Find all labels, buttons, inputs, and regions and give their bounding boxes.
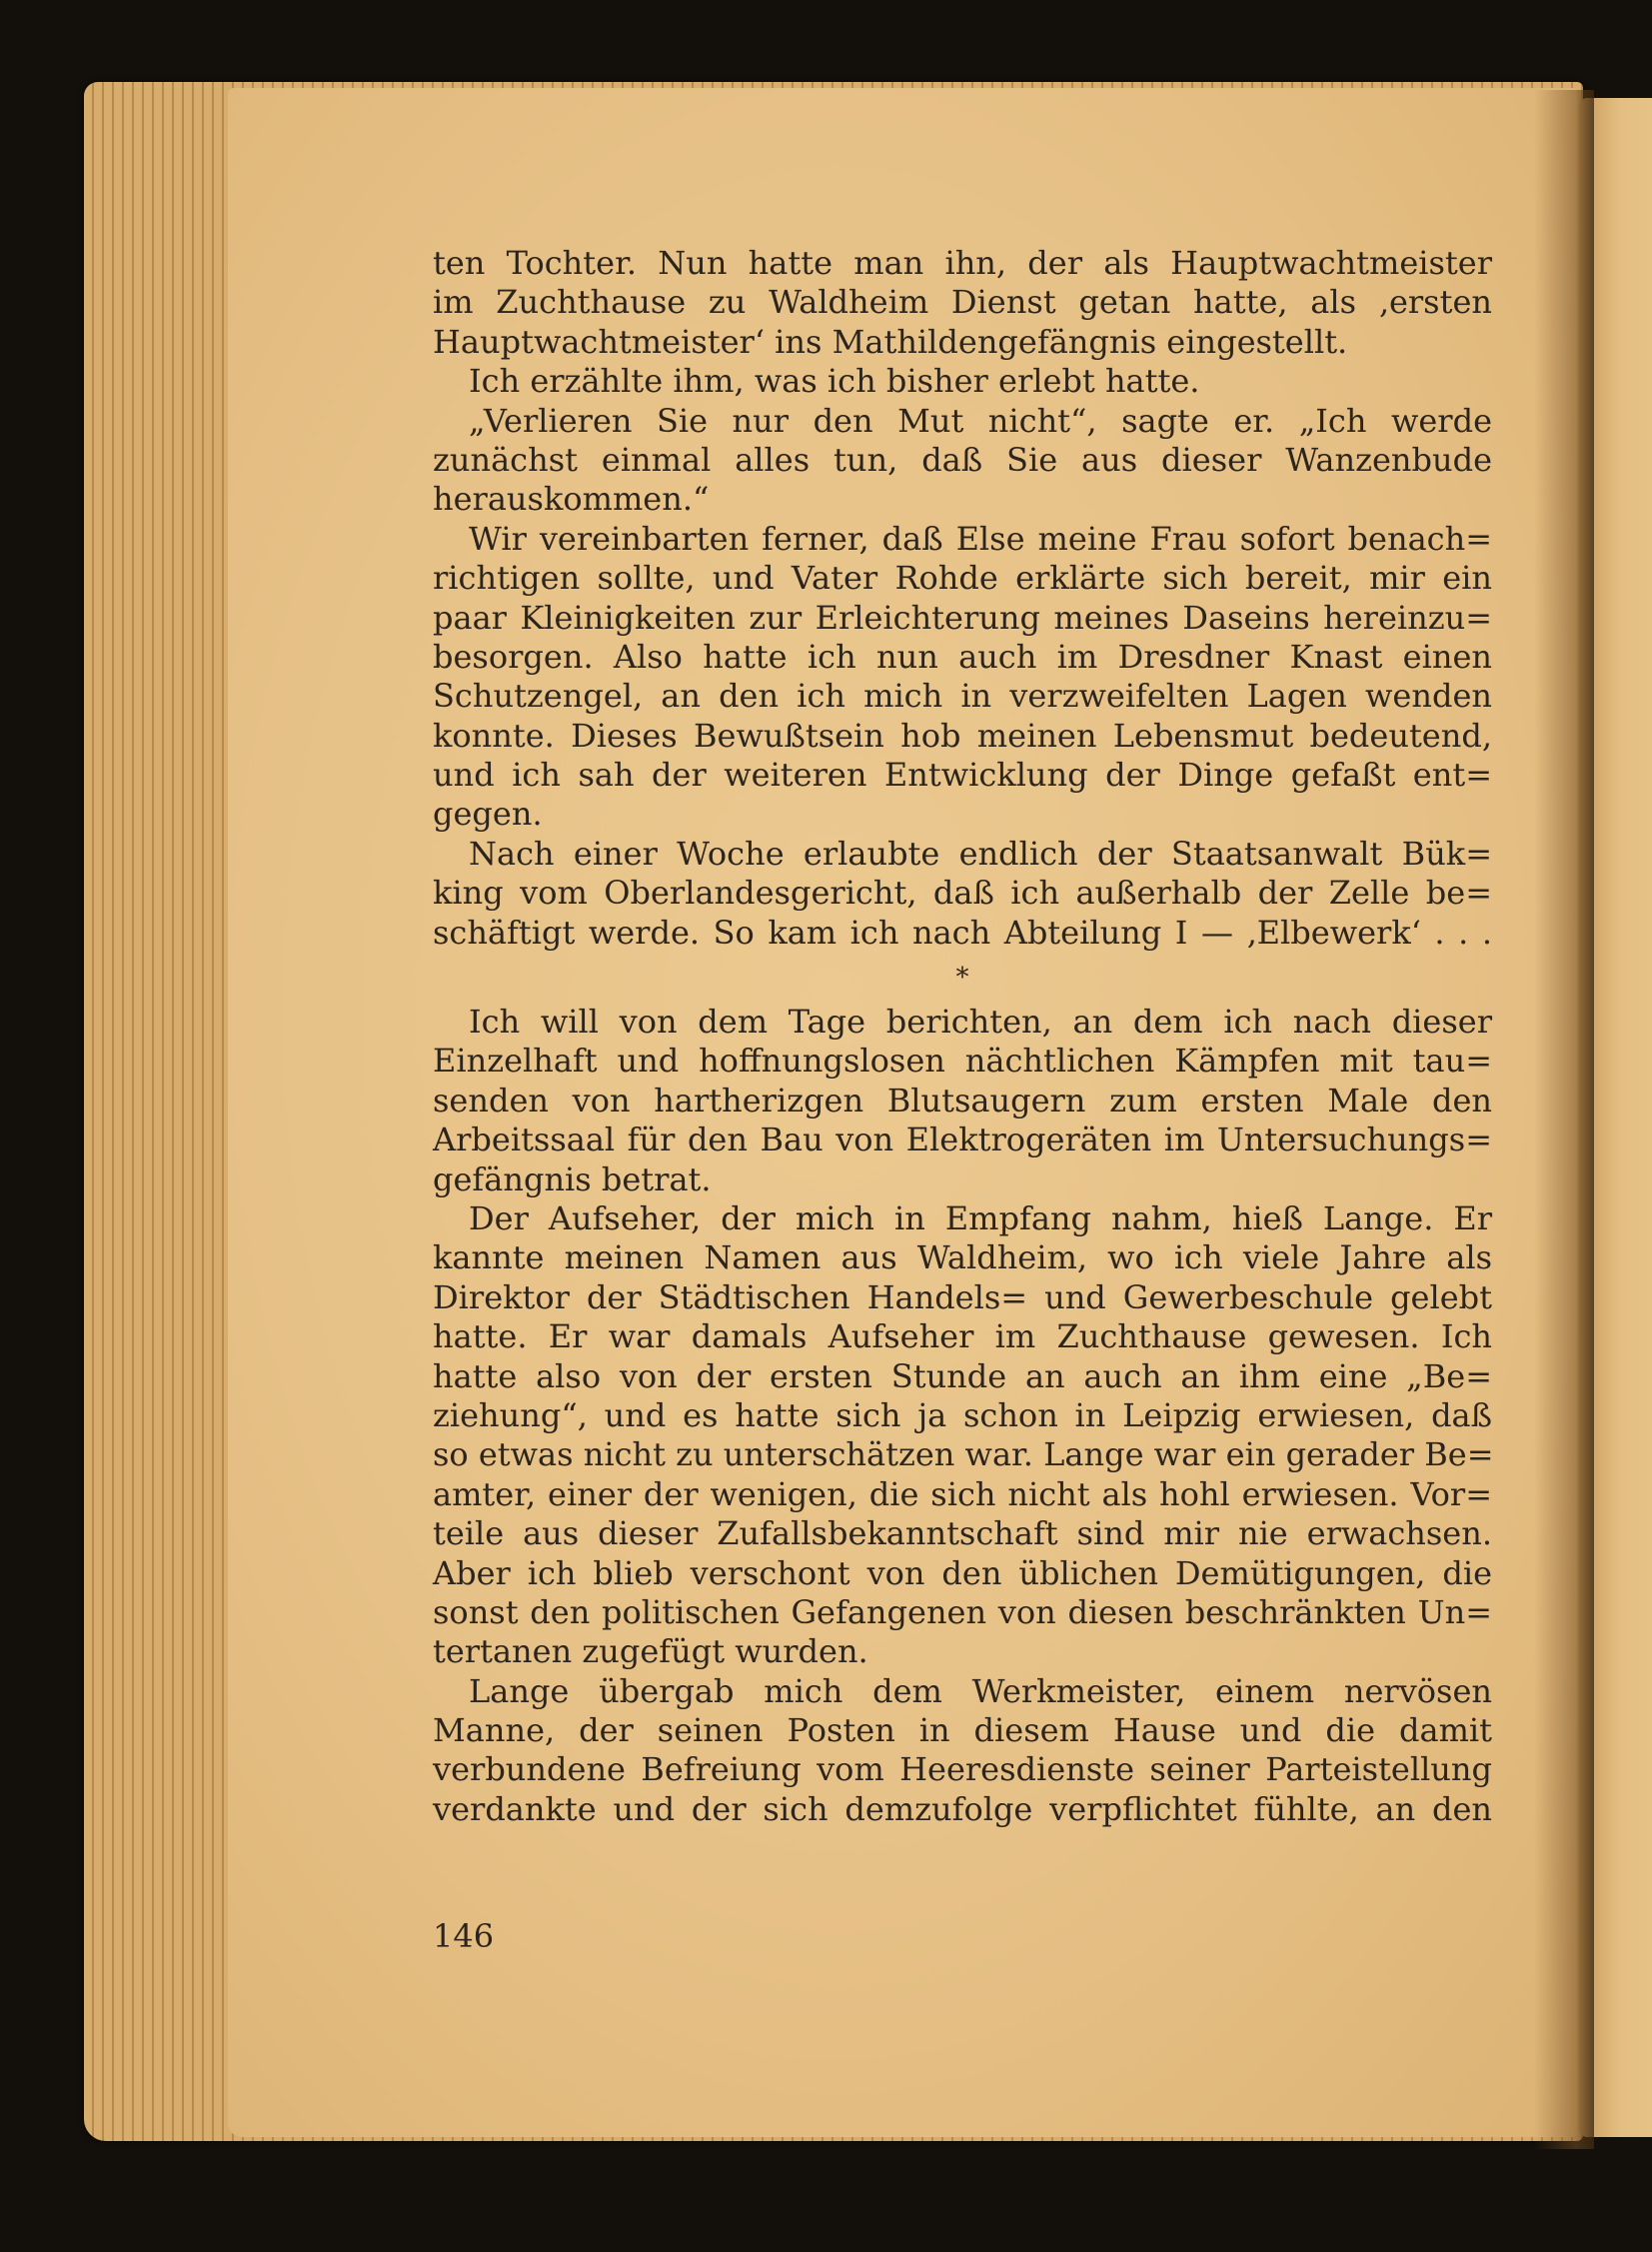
paragraphs-before-divider [433, 244, 1492, 953]
text-line: Lange übergab mich dem Werkmeister, einem nervösen [469, 1671, 1492, 1710]
text-line: verbundene Befreiung vom Heeresdienste seiner Parteistellung [433, 1750, 1492, 1789]
text-line: richtigen sollte, und Vater Rohde erklärte sich bereit, mir ein [433, 559, 1492, 598]
gutter-shadow [1534, 90, 1594, 2149]
text-line: ten Tochter. Nun hatte man ihn, der als Hauptwachtmeister [433, 244, 1492, 282]
text-line: Der Aufseher, der mich in Empfang nahm, hieß Lange. Er [469, 1198, 1492, 1237]
page-body-text [433, 244, 1492, 1829]
text-line: und ich sah der weiteren Entwicklung der Dinge gefaßt ent= [433, 756, 1492, 795]
text-line: paar Kleinigkeiten zur Erleichterung meines Daseins hereinzu= [433, 598, 1492, 637]
section-divider-asterisk: * [955, 963, 969, 994]
text-line: Manne, der seinen Posten in diesem Hause und die damit [433, 1711, 1492, 1750]
text-line: zunächst einmal alles tun, daß Sie aus dieser Wanzenbude [433, 440, 1492, 479]
text-line: Arbeitssaal für den Bau von Elektrogeräten im Untersuchungs= [433, 1121, 1492, 1159]
text-line: king vom Oberlandesgericht, daß ich außerhalb der Zelle be= [433, 874, 1492, 913]
text-line: ziehung“, und es hatte sich ja schon in Leipzig erwiesen, daß [433, 1395, 1492, 1434]
page-number: 146 [433, 1917, 495, 1955]
text-line: amter, einer der wenigen, die sich nicht als hohl erwiesen. Vor= [433, 1474, 1492, 1513]
text-line: „Verlieren Sie nur den Mut nicht“, sagte er. „Ich werde [469, 401, 1492, 440]
text-line: sonst den politischen Gefangenen von diesen beschränkten Un= [433, 1592, 1492, 1631]
text-line: gegen. [433, 795, 543, 834]
text-line: hatte. Er war damals Aufseher im Zuchthause gewesen. Ich [433, 1317, 1492, 1356]
text-line: Nach einer Woche erlaubte endlich der Staatsanwalt Bük= [469, 834, 1492, 873]
text-line: hatte also von der ersten Stunde an auch an ihm eine „Be= [433, 1356, 1492, 1395]
text-line: Ich will von dem Tage berichten, an dem ich nach dieser [469, 1003, 1492, 1042]
text-line: Ich erzählte ihm, was ich bisher erlebt hatte. [469, 362, 1200, 401]
text-line: teile aus dieser Zufallsbekanntschaft sind mir nie erwachsen. [433, 1514, 1492, 1553]
text-line: Aber ich blieb verschont von den üblichen Demütigungen, die [433, 1553, 1492, 1592]
text-line: kannte meinen Namen aus Waldheim, wo ich viele Jahre als [433, 1238, 1492, 1277]
text-line: im Zuchthause zu Waldheim Dienst getan hatte, als ‚ersten [433, 283, 1492, 322]
text-line: so etwas nicht zu unterschätzen war. Lange war ein gerader Be= [433, 1435, 1494, 1474]
text-line: konnte. Dieses Bewußtsein hob meinen Lebensmut bedeutend, [433, 716, 1492, 755]
text-line: gefängnis betrat. [433, 1159, 712, 1198]
paragraphs-after-divider [433, 1003, 1492, 1829]
text-line: herauskommen.“ [433, 480, 710, 519]
text-line: tertanen zugefügt wurden. [433, 1632, 868, 1671]
text-line: Schutzengel, an den ich mich in verzweifelten Lagen wenden [433, 677, 1492, 716]
text-line: verdankte und der sich demzufolge verpflichtet fühlte, an den [433, 1789, 1492, 1828]
text-line: Direktor der Städtischen Handels= und Gewerbeschule gelebt [433, 1277, 1492, 1316]
text-line: Einzelhaft und hoffnungslosen nächtlichen Kämpfen mit tau= [433, 1042, 1492, 1081]
text-line: Hauptwachtmeister‘ ins Mathildengefängnis eingestellt. [433, 322, 1348, 361]
text-line: senden von hartherizgen Blutsaugern zum ersten Male den [433, 1081, 1492, 1120]
text-line: Wir vereinbarten ferner, daß Else meine Frau sofort benach= [469, 519, 1492, 558]
text-line: schäftigt werde. So kam ich nach Abteilung I — ‚Elbewerk‘ . . . [433, 913, 1492, 952]
text-line: besorgen. Also hatte ich nun auch im Dresdner Knast einen [433, 637, 1492, 676]
